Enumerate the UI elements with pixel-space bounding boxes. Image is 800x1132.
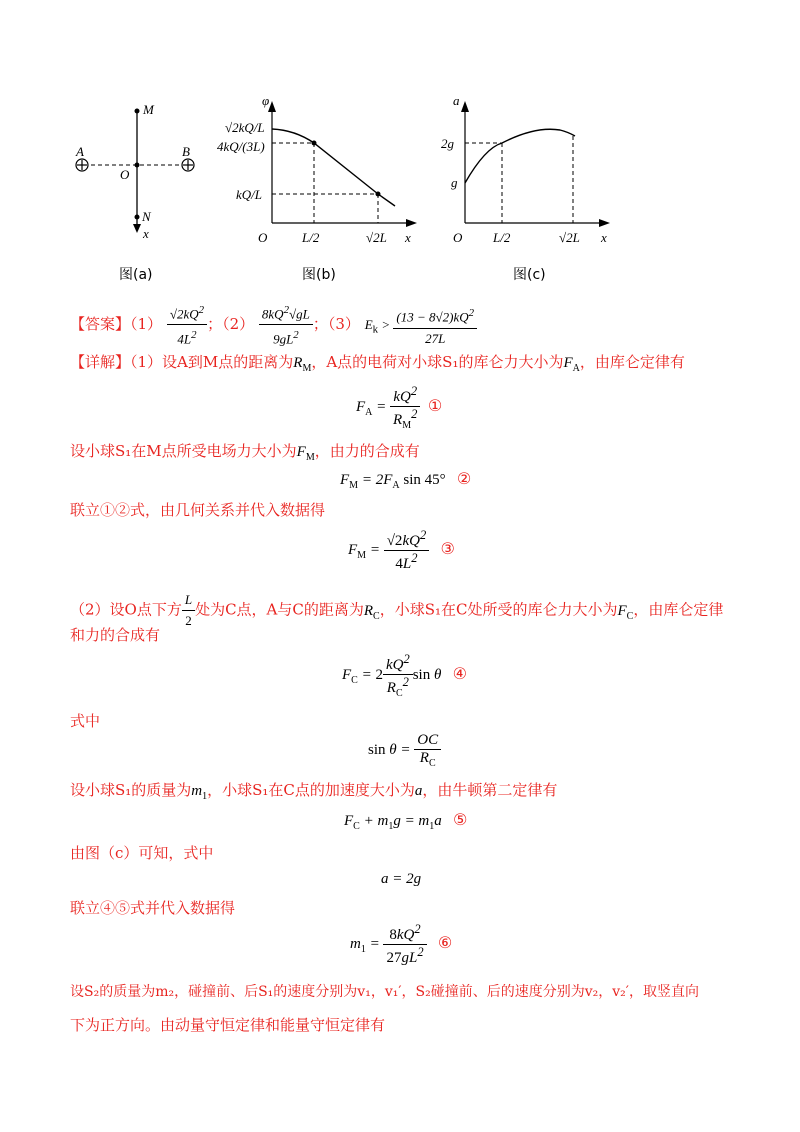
figure-b xyxy=(210,88,425,248)
detail-line-11: 下为正方向。由动量守恒定律和能量守恒定律有 xyxy=(70,1016,386,1034)
figure-c xyxy=(435,88,615,248)
symbol-m1: $m_1$ xyxy=(191,783,208,802)
detail-line-10: 设S₂的质量为m₂，碰撞前、后S₁的速度分别为v₁，v₁′，S₂碰撞前、后的速度分别为v₂，v₂′，取竖直向 xyxy=(70,984,699,1000)
answer-label: 【答案】 xyxy=(70,314,131,333)
label-B: B xyxy=(182,144,190,159)
caption-b: 图(b) xyxy=(302,267,336,283)
detail-line-9: 联立④⑤式并代入数据得 xyxy=(70,899,236,917)
c-ytick-1: 2g xyxy=(441,136,454,151)
detail-line-6: 式中 xyxy=(70,712,101,730)
detail-line-7 xyxy=(70,780,557,807)
equation-a-2g: a = 2g xyxy=(381,871,422,887)
caption-a: 图(a) xyxy=(119,267,153,283)
detail-line-4 xyxy=(70,590,723,631)
c-origin: O xyxy=(453,230,463,245)
detail-text-1b: ，A点的电荷对小球S₁的库仑力大小为 xyxy=(311,353,564,371)
detail-text-4c: ，小球S₁在C处所受的库仑力大小为 xyxy=(379,600,618,619)
symbol-a: a xyxy=(414,783,423,799)
eq6-mark: ⑥ xyxy=(437,932,453,952)
label-x: x xyxy=(143,226,149,240)
b-origin: O xyxy=(258,230,268,245)
symbol-FC: $F_C$ xyxy=(617,602,634,622)
label-N: N xyxy=(142,209,151,224)
equation-2: $F_M = 2F_A$ sin 45° ② xyxy=(340,469,472,491)
c-y-axis-label: a xyxy=(453,93,460,108)
b-y-axis-label: φ xyxy=(262,93,270,108)
answer-2-formula: $\frac{8kQ^2√gL}{9gL^2}$ xyxy=(259,300,313,350)
answer-1-formula: $\frac{√2kQ^2}{4L^2}$ xyxy=(167,300,207,350)
label-O: O xyxy=(120,167,130,182)
b-x-axis-label: x xyxy=(405,230,411,245)
c-x-axis-label: x xyxy=(601,230,607,245)
detail-line-5: 和力的合成有 xyxy=(70,626,161,644)
eq3-mark: ③ xyxy=(440,538,455,558)
answer-part2-label: ；（2） xyxy=(207,314,255,333)
caption-c: 图(c) xyxy=(513,267,546,283)
c-xtick-2: √2L xyxy=(559,230,580,245)
detail-text-7c: ，由牛顿第二定律有 xyxy=(422,781,558,799)
detail-line-3: 联立①②式，由几何关系并代入数据得 xyxy=(70,501,326,519)
c-xtick-1: L/2 xyxy=(493,230,511,245)
detail-line-2 xyxy=(70,441,420,468)
detail-text-1c: ，由库仑定律有 xyxy=(579,353,685,371)
symbol-RC: $R_C$ xyxy=(363,602,380,622)
eq4-mark: ④ xyxy=(452,663,467,683)
eq5-mark: ⑤ xyxy=(453,810,468,829)
detail-text-4a: （2）设O点下方 xyxy=(70,600,182,619)
equation-5: $F_C + m_1g = m_1a$ ⑤ xyxy=(344,810,468,832)
symbol-FA: $F_A$ xyxy=(563,355,580,374)
b-ytick-3: kQ/L xyxy=(236,187,262,202)
equation-4: $F_C = 2$ $\frac{kQ^2}{R_C^2}$ sin θ ④ xyxy=(342,652,467,699)
equation-6: $m_1$ = $\frac{8kQ^2}{27gL^2}$ ⑥ xyxy=(350,922,453,966)
equation-3: $F_M$ = $\frac{√2kQ^2}{4L^2}$ ③ xyxy=(348,528,455,572)
detail-label: 【详解】 xyxy=(70,353,131,371)
equation-1: $F_A$ = $\frac{kQ^2}{R_M^2}$ ① xyxy=(356,384,443,431)
b-ytick-2: 4kQ/(3L) xyxy=(217,139,265,154)
detail-line-8: 由图（c）可知，式中 xyxy=(70,844,214,862)
label-A: A xyxy=(76,144,84,159)
eq2-mark: ② xyxy=(456,469,472,488)
detail-line-1 xyxy=(70,352,685,379)
detail-text-4b: 处为C点，A与C的距离为 xyxy=(195,600,364,619)
label-M: M xyxy=(143,102,154,117)
b-ytick-1: √2kQ/L xyxy=(225,120,265,135)
detail-text-2b: ，由力的合成有 xyxy=(314,442,420,460)
answer-part3-label: ；（3） xyxy=(312,314,360,333)
detail-text-7: 设小球S₁的质量为 xyxy=(70,781,192,799)
answer-3-formula: $E_k$ > $\frac{(13 - 8√2)kQ^2}{27L}$ xyxy=(365,317,477,332)
answer-part1-label: （1） xyxy=(130,314,163,333)
answer-line xyxy=(70,300,477,350)
equation-sin-theta: sin θ = $\frac{OC}{R_C}$ xyxy=(368,732,441,769)
b-xtick-2: √2L xyxy=(366,230,387,245)
b-xtick-1: L/2 xyxy=(302,230,320,245)
symbol-RM: $R_M$ xyxy=(293,355,312,374)
detail-text-1: （1）设A到M点的距离为 xyxy=(130,353,294,371)
detail-text-2: 设小球S₁在M点所受电场力大小为 xyxy=(70,442,297,460)
figure-a xyxy=(70,90,200,240)
detail-text-7b: ，小球S₁在C点的加速度大小为 xyxy=(207,781,415,799)
eq1-mark: ① xyxy=(427,395,443,415)
symbol-FM: $F_M$ xyxy=(296,444,315,463)
c-ytick-2: g xyxy=(451,175,458,190)
symbol-L-half: $\frac{L}{2}$ xyxy=(182,590,195,631)
detail-text-4d: ，由库仑定律 xyxy=(633,600,724,619)
